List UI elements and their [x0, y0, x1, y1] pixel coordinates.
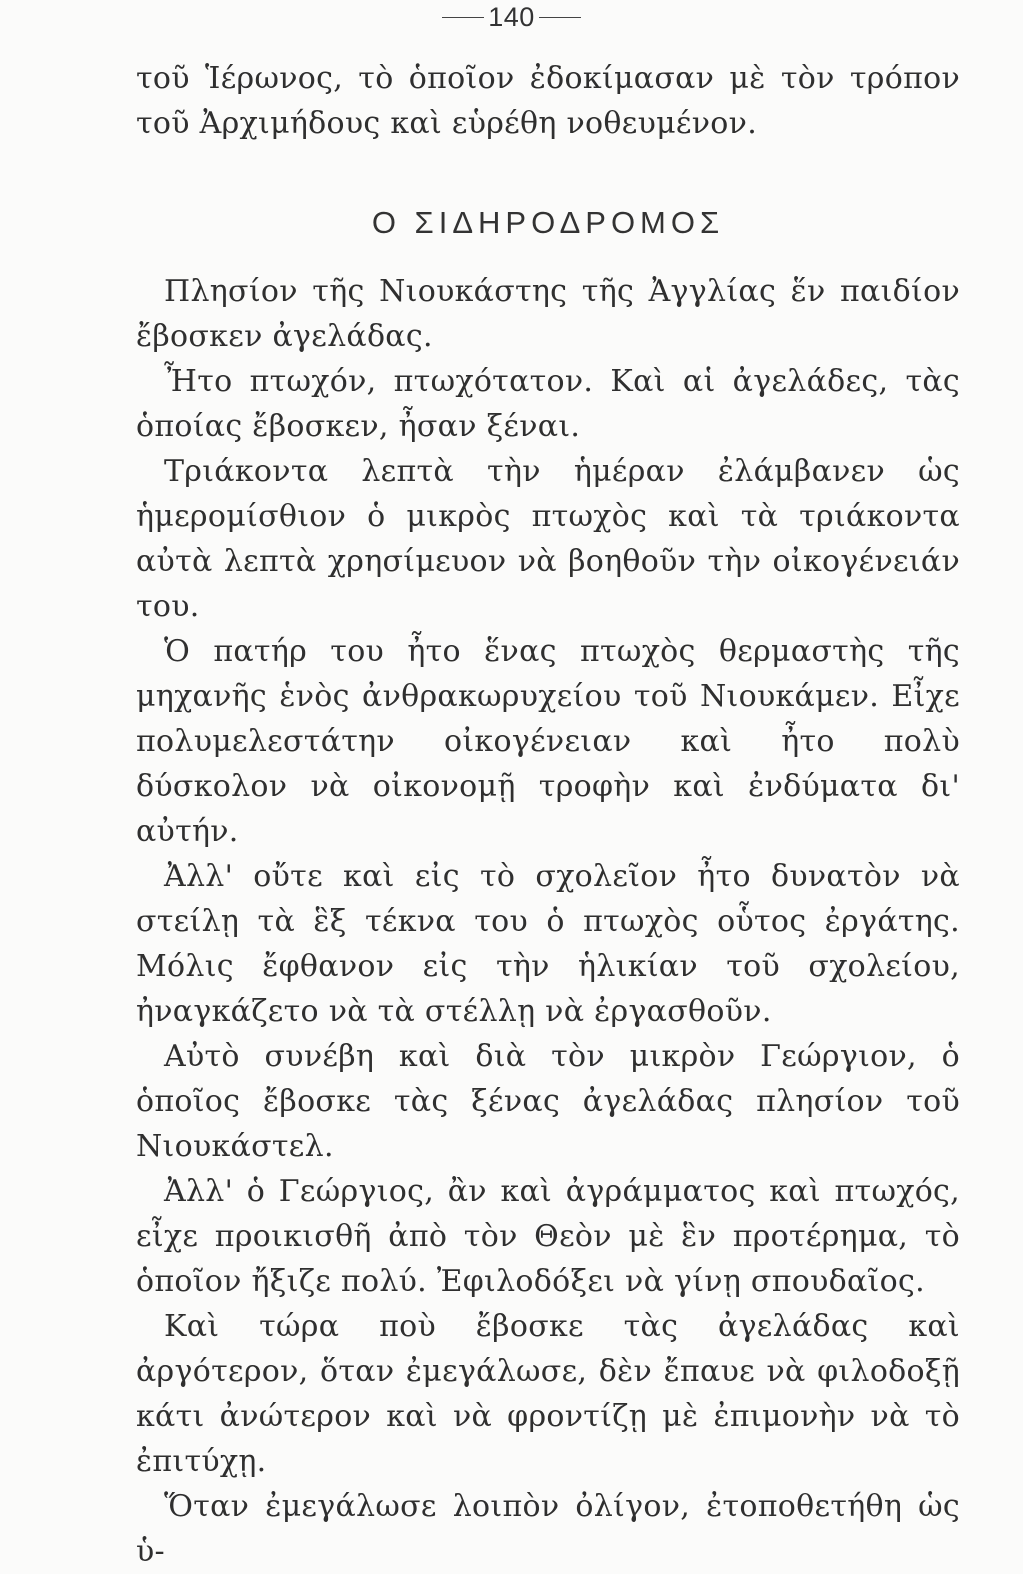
paragraph-3: Τριάκοντα λεπτὰ τὴν ἡμέραν ἐλάμβανεν ὡς ἡμερομίσθιον ὁ μικρὸς πτωχὸς καὶ τὰ τριάκοντα αὐτὰ λεπτὰ χρησίμευον νὰ βοηθοῦν τὴν οἰκογένειάν του. [136, 454, 960, 624]
continuation-paragraph: τοῦ Ἱέρωνος, τὸ ὁποῖον ἐδοκίμασαν μὲ τὸν τρόπον τοῦ Ἀρχιμήδους καὶ εὑρέθη νοθευμένον. [136, 61, 960, 141]
page-number: 140 [488, 2, 535, 32]
chapter-title: Ο ΣΙΔΗΡΟΔΡΟΜΟΣ [371, 205, 725, 240]
body-text [136, 56, 960, 1574]
paragraph-9: Ὅταν ἐμεγάλωσε λοιπὸν ὀλίγον, ἐτοποθετήθη ὡς ὑ- [136, 1489, 960, 1569]
right-dash-rule [539, 17, 581, 18]
left-dash-rule [442, 17, 484, 18]
paragraph-5: Ἀλλ' οὔτε καὶ εἰς τὸ σχολεῖον ἦτο δυνατὸν νὰ στείλῃ τὰ ἓξ τέκνα του ὁ πτωχὸς οὗτος ἐργάτης. Μόλις ἔφθανον εἰς τὴν ἡλικίαν τοῦ σχολείου, ἠναγκάζετο νὰ τὰ στέλλῃ νὰ ἐργασθοῦν. [136, 859, 960, 1029]
paragraph-6: Αὐτὸ συνέβη καὶ διὰ τὸν μικρὸν Γεώργιον, ὁ ὁποῖος ἔβοσκε τὰς ξένας ἀγελάδας πλησίον τοῦ Νιουκάστελ. [136, 1039, 960, 1164]
paragraph-1: Πλησίον τῆς Νιουκάστης τῆς Ἀγγλίας ἕν παιδίον ἔβοσκεν ἀγελάδας. [136, 274, 960, 354]
paragraph-7: Ἀλλ' ὁ Γεώργιος, ἂν καὶ ἀγράμματος καὶ πτωχός, εἶχε προικισθῆ ἀπὸ τὸν Θεὸν μὲ ἓν προτέρημα, τὸ ὁποῖον ἤξιζε πολύ. Ἐφιλοδόξει νὰ γίνῃ σπουδαῖος. [136, 1174, 960, 1299]
page-number-header [0, 2, 1023, 33]
paragraph-8: Καὶ τώρα ποὺ ἔβοσκε τὰς ἀγελάδας καὶ ἀργότερον, ὅταν ἐμεγάλωσε, δὲν ἔπαυε νὰ φιλοδοξῇ κάτι ἀνώτερον καὶ νὰ φροντίζῃ μὲ ἐπιμονὴν νὰ τὸ ἐπιτύχῃ. [136, 1309, 960, 1479]
paragraph-2: Ἦτο πτωχόν, πτωχότατον. Καὶ αἱ ἀγελάδες, τὰς ὁποίας ἔβοσκεν, ἦσαν ξέναι. [136, 364, 960, 444]
paragraph-4: Ὁ πατήρ του ἦτο ἕνας πτωχὸς θερμαστὴς τῆς μηχανῆς ἑνὸς ἀνθρακωρυχείου τοῦ Νιουκάμεν. Εἶχε πολυμελεστάτην οἰκογένειαν καὶ ἦτο πολὺ δύσκολον νὰ οἰκονομῇ τροφὴν καὶ ἐνδύματα δι' αὐτήν. [136, 634, 960, 849]
